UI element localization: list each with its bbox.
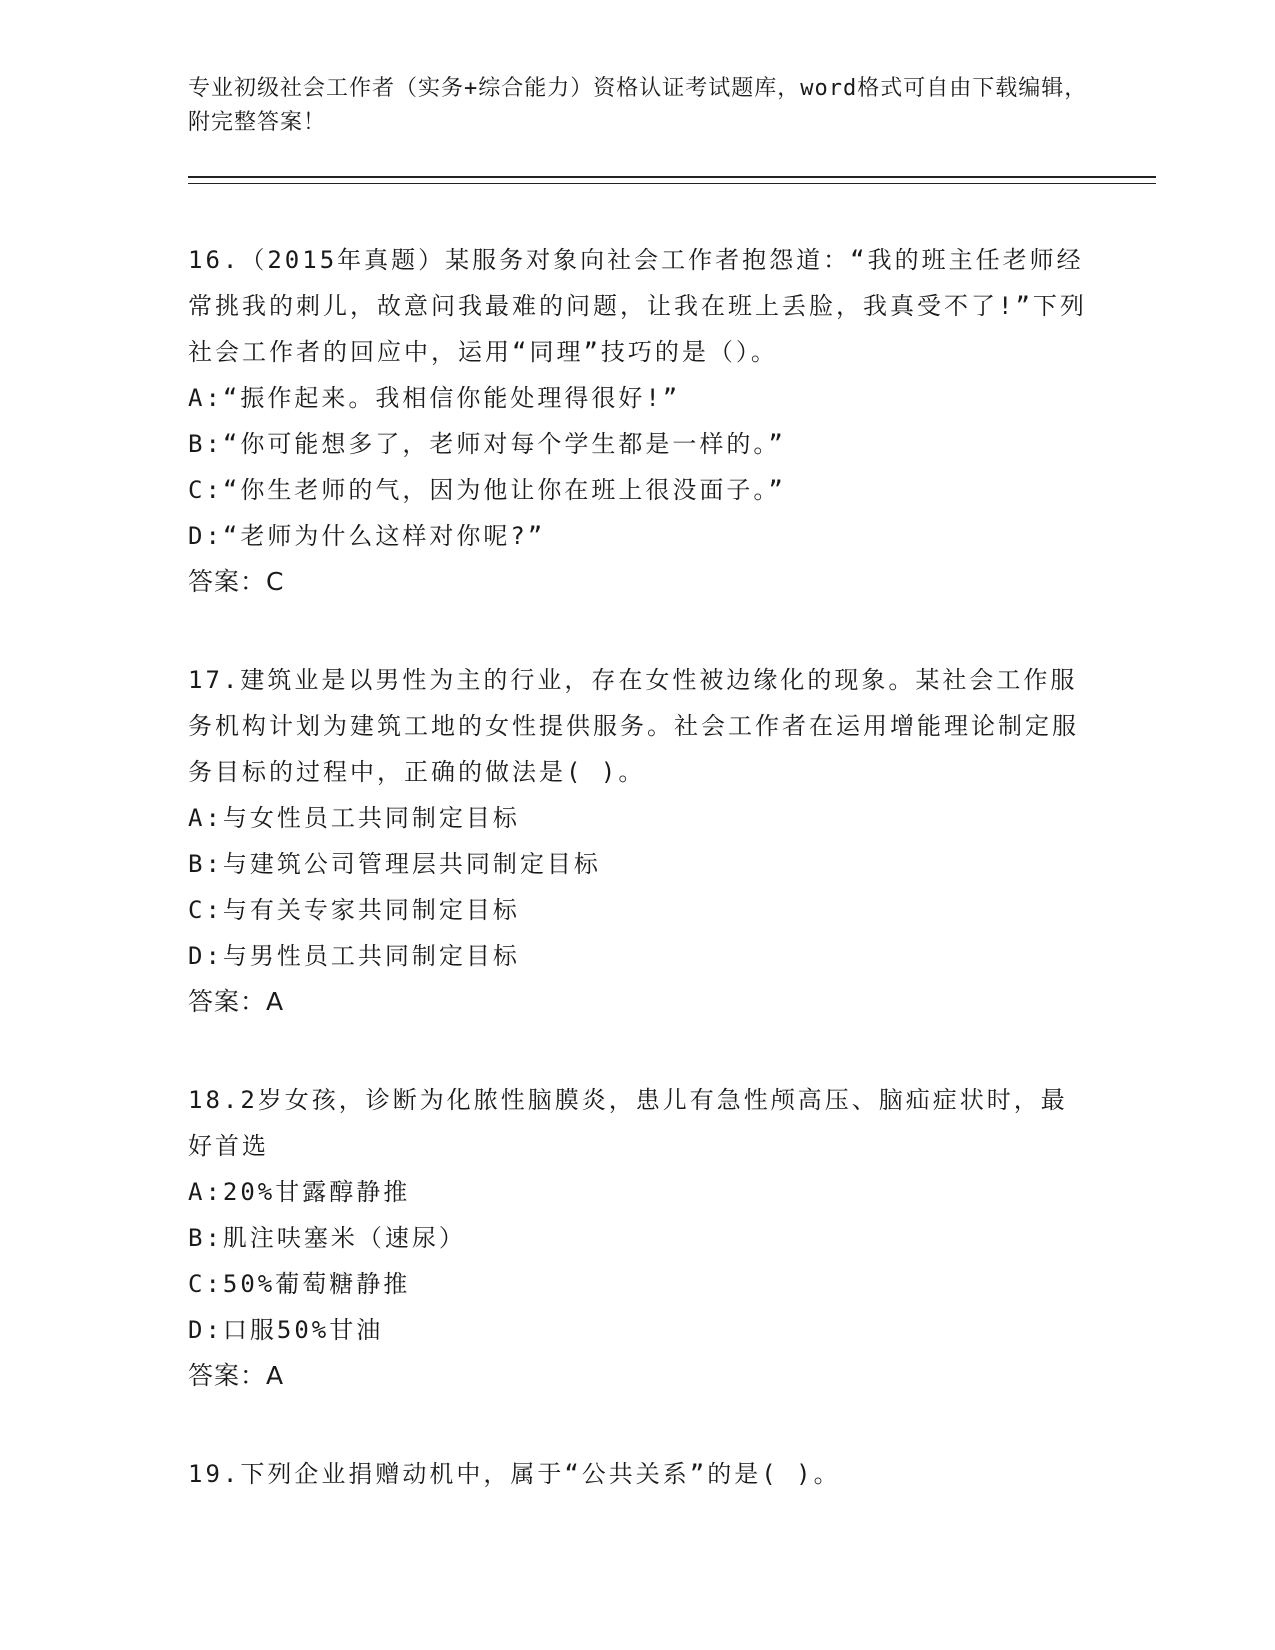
answer-line: 答案：A bbox=[188, 987, 285, 1016]
option-b: B:与建筑公司管理层共同制定目标 bbox=[188, 850, 601, 878]
option-b: B:肌注呋塞米（速尿） bbox=[188, 1224, 466, 1252]
option-a: A:“振作起来。我相信你能处理得很好!” bbox=[188, 384, 681, 412]
answer-line: 答案：A bbox=[188, 1361, 285, 1390]
question-stem: 16.（2015年真题）某服务对象向社会工作者抱怨道：“我的班主任老师经常挑我的刺儿，故意问我最难的问题，让我在班上丢脸，我真受不了!”下列社会工作者的回应中，运用“同理”技巧的是（）。 bbox=[188, 246, 1087, 366]
question-18 bbox=[188, 1077, 1088, 1399]
option-a: A:与女性员工共同制定目标 bbox=[188, 804, 520, 832]
option-d: D:口服50%甘油 bbox=[188, 1316, 384, 1344]
question-stem: 19.下列企业捐赠动机中，属于“公共关系”的是( )。 bbox=[188, 1460, 841, 1488]
question-stem: 17.建筑业是以男性为主的行业，存在女性被边缘化的现象。某社会工作服务机构计划为建筑工地的女性提供服务。社会工作者在运用增能理论制定服务目标的过程中，正确的做法是( )。 bbox=[188, 666, 1079, 786]
question-list bbox=[188, 237, 1088, 1549]
option-c: C:“你生老师的气，因为他让你在班上很没面子。” bbox=[188, 476, 786, 504]
option-c: C:50%葡萄糖静推 bbox=[188, 1270, 411, 1298]
option-d: D:“老师为什么这样对你呢?” bbox=[188, 522, 546, 550]
question-16 bbox=[188, 237, 1088, 605]
question-19 bbox=[188, 1451, 1088, 1497]
option-b: B:“你可能想多了，老师对每个学生都是一样的。” bbox=[188, 430, 786, 458]
answer-line: 答案：C bbox=[188, 567, 285, 596]
question-stem: 18.2岁女孩，诊断为化脓性脑膜炎，患儿有急性颅高压、脑疝症状时，最好首选 bbox=[188, 1086, 1068, 1160]
option-a: A:20%甘露醇静推 bbox=[188, 1178, 411, 1206]
question-17 bbox=[188, 657, 1088, 1025]
document-header: 专业初级社会工作者（实务+综合能力）资格认证考试题库，word格式可自由下载编辑，附完整答案！ bbox=[188, 76, 1088, 135]
header-divider bbox=[188, 176, 1156, 184]
option-d: D:与男性员工共同制定目标 bbox=[188, 942, 520, 970]
option-c: C:与有关专家共同制定目标 bbox=[188, 896, 520, 924]
